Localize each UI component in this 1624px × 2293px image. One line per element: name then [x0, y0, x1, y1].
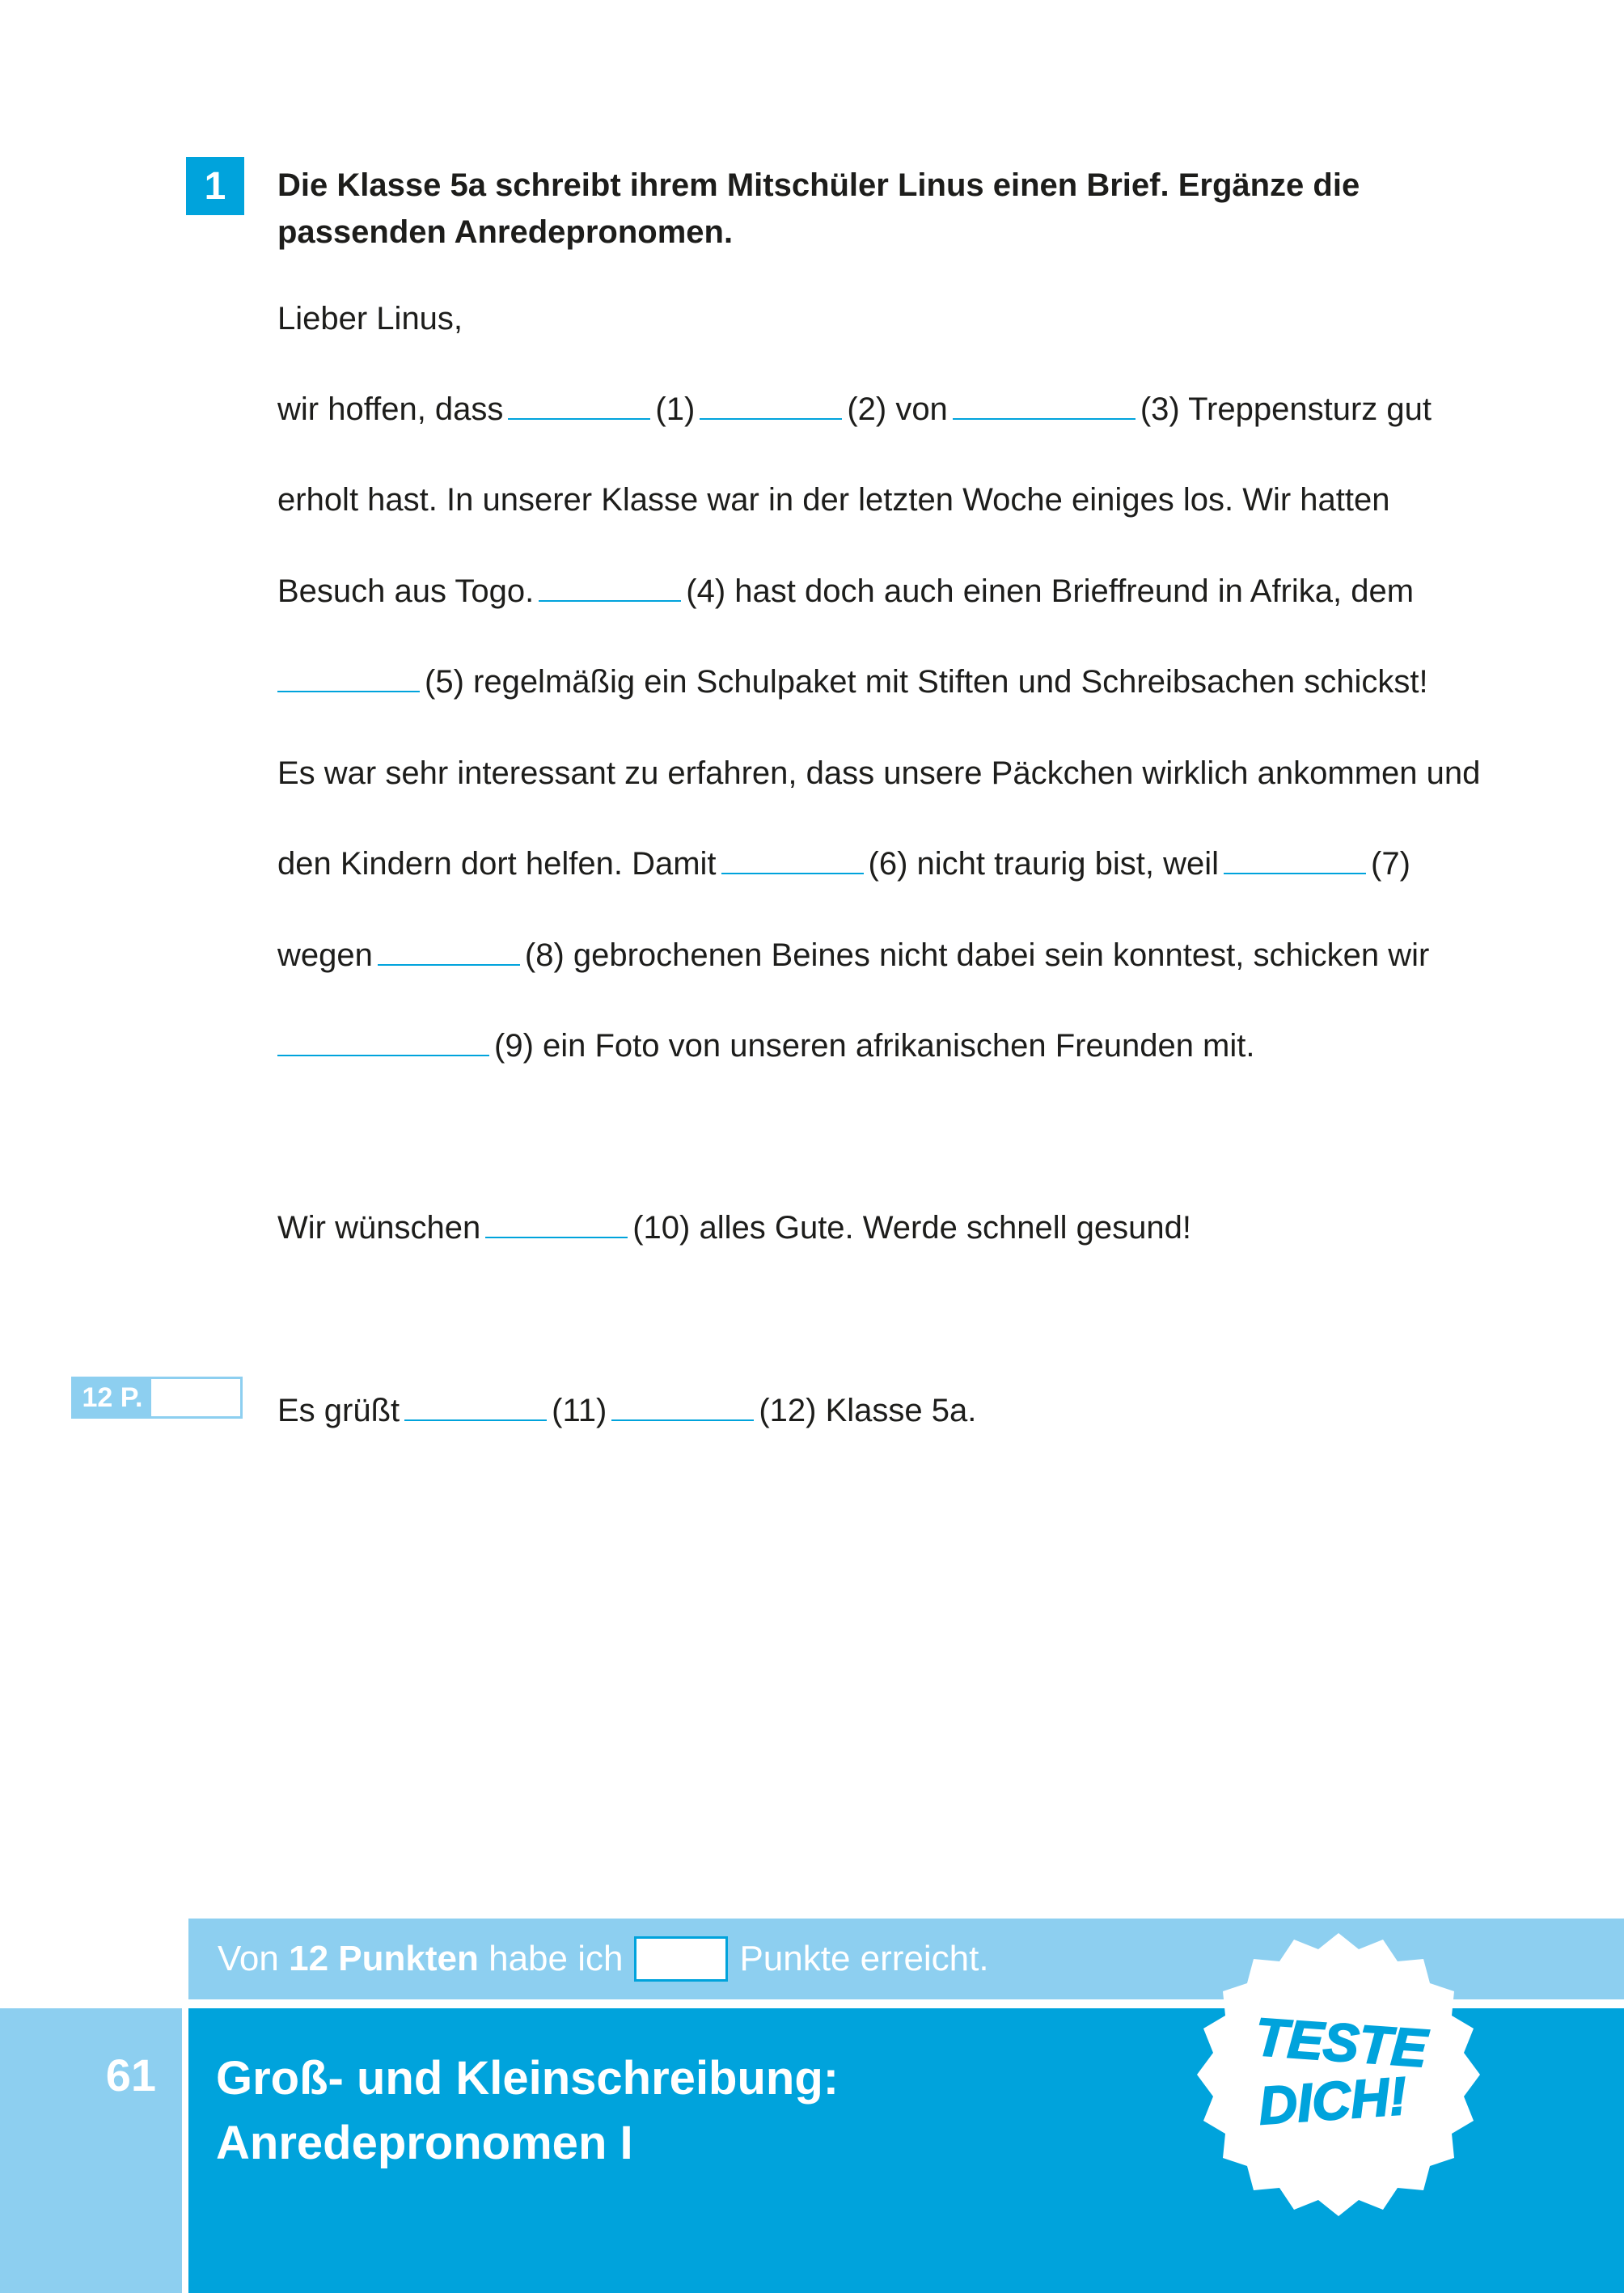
- letter-line-9: [277, 1208, 1191, 1247]
- points-box: [71, 1377, 243, 1419]
- letter-line-7: [277, 936, 1429, 975]
- letter-line-6: [277, 844, 1410, 883]
- score-input[interactable]: [634, 1936, 728, 1982]
- text: (7): [1371, 846, 1410, 882]
- gap-8-input[interactable]: [378, 937, 520, 966]
- gap-6-input[interactable]: [721, 845, 864, 874]
- badge-line-2: DICH!: [1256, 2065, 1409, 2136]
- text: (5) regelmäßig ein Schulpaket mit Stiften und Schreibsachen schickst!: [425, 664, 1428, 700]
- chapter-title: [216, 2046, 839, 2176]
- text: (3) Treppensturz gut: [1140, 391, 1432, 427]
- text: (4) hast doch auch einen Brieffreund in Afrika, dem: [686, 573, 1415, 609]
- task-instruction: Die Klasse 5a schreibt ihrem Mitschüler Linus einen Brief. Ergänze die passenden Anredepronomen.: [277, 167, 1360, 250]
- text: (1): [655, 391, 696, 427]
- teste-dich-badge: [1189, 1925, 1488, 2224]
- gap-2-input[interactable]: [700, 391, 842, 420]
- text: Wir wünschen: [277, 1210, 481, 1246]
- text: Besuch aus Togo.: [277, 573, 535, 609]
- text: wir hoffen, dass: [277, 391, 504, 427]
- text: (9) ein Foto von unseren afrikanischen Freunden mit.: [494, 1028, 1255, 1064]
- chapter-title-line-2: Anredepronomen I: [216, 2117, 633, 2169]
- task-number-badge: 1: [186, 157, 244, 215]
- text: (12) Klasse 5a.: [759, 1393, 977, 1428]
- letter-line-10: [277, 1391, 976, 1430]
- text: (11): [552, 1393, 607, 1428]
- gap-4-input[interactable]: [539, 573, 681, 602]
- badge-line-1: TESTE: [1253, 2006, 1430, 2079]
- letter-line-4: [277, 662, 1428, 701]
- score-text-after: Punkte erreicht.: [739, 1939, 989, 1978]
- letter-line-5: Es war sehr interessant zu erfahren, dass unsere Päckchen wirklich ankommen und: [277, 755, 1481, 791]
- gap-9-input[interactable]: [277, 1027, 489, 1056]
- gap-3-input[interactable]: [953, 391, 1136, 420]
- gap-1-input[interactable]: [508, 391, 650, 420]
- text: (8) gebrochenen Beines nicht dabei sein konntest, schicken wir: [524, 937, 1430, 973]
- gap-11-input[interactable]: [404, 1392, 547, 1421]
- score-text-before: Von: [218, 1939, 279, 1978]
- score-text-bold: 12 Punkten: [289, 1939, 479, 1978]
- score-text-middle: habe ich: [488, 1939, 624, 1978]
- letter-line-3: [277, 572, 1414, 611]
- chapter-title-line-1: Groß- und Kleinschreibung:: [216, 2052, 839, 2105]
- text: Es grüßt: [277, 1393, 400, 1428]
- gap-10-input[interactable]: [485, 1209, 628, 1238]
- gap-5-input[interactable]: [277, 663, 420, 692]
- gap-12-input[interactable]: [611, 1392, 754, 1421]
- gap-7-input[interactable]: [1224, 845, 1366, 874]
- text: (10) alles Gute. Werde schnell gesund!: [632, 1210, 1191, 1246]
- page-number: 61: [105, 2050, 156, 2101]
- text: (2) von: [847, 391, 948, 427]
- letter-line-1: [277, 390, 1432, 429]
- letter-line-2: erholt hast. In unserer Klasse war in der letzten Woche einiges los. Wir hatten: [277, 482, 1390, 518]
- points-label: 12 P.: [74, 1379, 151, 1416]
- text: wegen: [277, 937, 373, 973]
- letter-line-8: [277, 1026, 1255, 1065]
- text: (6) nicht traurig bist, weil: [868, 846, 1220, 882]
- text: den Kindern dort helfen. Damit: [277, 846, 717, 882]
- letter-greeting: Lieber Linus,: [277, 301, 463, 336]
- points-input[interactable]: [151, 1379, 240, 1416]
